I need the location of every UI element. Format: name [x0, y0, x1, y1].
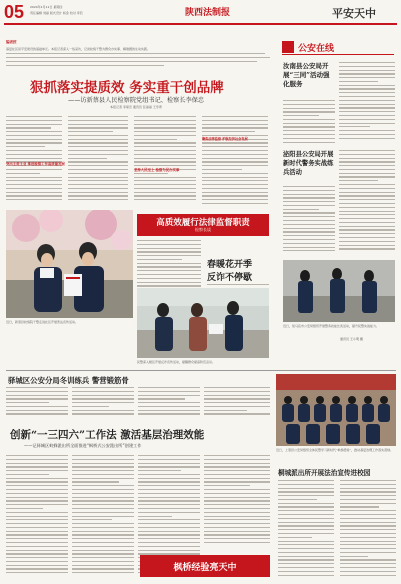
right-story2-text-a	[283, 186, 335, 256]
section-title: 平安天中	[332, 7, 376, 20]
main-mid-heading-1: 突出主责主业 推进检察工作高质量发展	[6, 162, 65, 166]
photo-prosecutors	[6, 210, 133, 318]
right-story2-title: 泌阳县公安局开展新时代警务实战练兵活动	[283, 151, 334, 176]
lower-left-title: 驿城区公安分局冬训练兵 警营锻筋骨	[8, 376, 129, 385]
lower-right-col-2	[340, 480, 396, 580]
lead-text-lines	[6, 53, 270, 66]
masthead: 陕西法制报	[185, 8, 231, 18]
page-header	[0, 0, 401, 24]
side-caption-1: 春暖花开季	[207, 260, 253, 270]
right-story1-title: 汝南县公安局开展“三同”活动强化服务	[283, 62, 330, 88]
lead-kicker: 编者按	[6, 40, 17, 44]
main-story-subtitle: ——访新蔡县人民检察院党组书记、检察长李保忠	[68, 97, 205, 104]
lower-right-title: 桐城派出所开展法治宣传进校园	[278, 469, 371, 477]
lower-main-subtitle: ——记驿城区蚁蜂派出所全面推进“枫桥式公安派出所”创建工作	[24, 443, 142, 448]
banner-mid-title: 高质效履行法律监督职责	[156, 218, 250, 228]
lower-left-col-4	[204, 387, 270, 421]
banner-mid	[137, 214, 269, 236]
right-tag-rule	[282, 54, 394, 55]
main-mid-heading-3: 聚焦法律监督 护航经济社会发展	[202, 137, 248, 141]
lead-box	[6, 28, 270, 64]
page-number: 05	[4, 2, 25, 22]
lower-left-col-2	[72, 387, 134, 421]
bottom-banner-text: 枫桥经验亮天中	[173, 563, 237, 573]
lower-main-col-2	[72, 455, 134, 579]
main-mid-heading-2: 坚持人民至上 检察为民办实事	[134, 168, 180, 172]
photo-caption-right: 民警深入辖区开展反诈宣传活动，提醒群众提高防范意识。	[137, 360, 216, 364]
main-col-4	[202, 116, 268, 212]
photo-caption-left: 近日，新蔡县检察院干警走进社区开展普法宣传活动。	[6, 320, 79, 324]
right-story1-text-b	[339, 62, 395, 146]
photo-meeting	[276, 374, 396, 446]
banner-mid-sub: 检察长谈	[195, 227, 211, 232]
lower-right-photo-caption: 近日，上蔡县公安局组织全体民警学习新时代“枫桥经验”，推动基层治理工作落实落细。	[276, 448, 394, 452]
right-story1-text-a	[283, 100, 335, 146]
bottom-banner	[140, 555, 270, 577]
lead-body: 基层社区是平安建设的基础单元。本报记者深入一线采访，记录检察干警为群众办实事、解难题的生动实践。	[6, 47, 151, 51]
lower-left-col-1	[6, 387, 68, 421]
lower-right-col-1	[278, 480, 334, 580]
right-story2-text-b	[339, 150, 395, 256]
right-tag-box	[282, 41, 294, 53]
right-tag-label: 公安在线	[298, 44, 335, 54]
main-col-3	[134, 116, 196, 208]
lower-main-title: 创新“一三四六”工作法 激活基层治理效能	[10, 429, 205, 441]
photo-police-street	[137, 288, 269, 358]
header-rule	[4, 23, 397, 25]
right-photo-caption: 近日，驻马店市公安局组织开展警务技能比武活动，提升民警实战能力。	[283, 324, 380, 328]
photo-police-training	[283, 260, 395, 322]
lower-main-col-4	[204, 455, 270, 551]
right-photo-credit: 通讯员 王小明 摄	[340, 337, 363, 341]
lower-left-col-3	[138, 387, 200, 421]
section-divider	[6, 370, 396, 371]
lower-main-col-1	[6, 455, 68, 579]
right-tag	[282, 40, 394, 54]
edition-line: 责任编辑 刘丽 版式设计 杨金 校对 李若	[30, 11, 83, 15]
main-story-title: 狠抓落实提质效 务实重干创品牌	[30, 80, 224, 96]
date-line: 2024年1月11日 星期四	[30, 5, 63, 9]
main-story-byline: 本报记者 李保忠 通讯员 张丽丽 王学青	[110, 105, 162, 109]
side-caption-2: 反诈不停歇	[207, 273, 253, 283]
